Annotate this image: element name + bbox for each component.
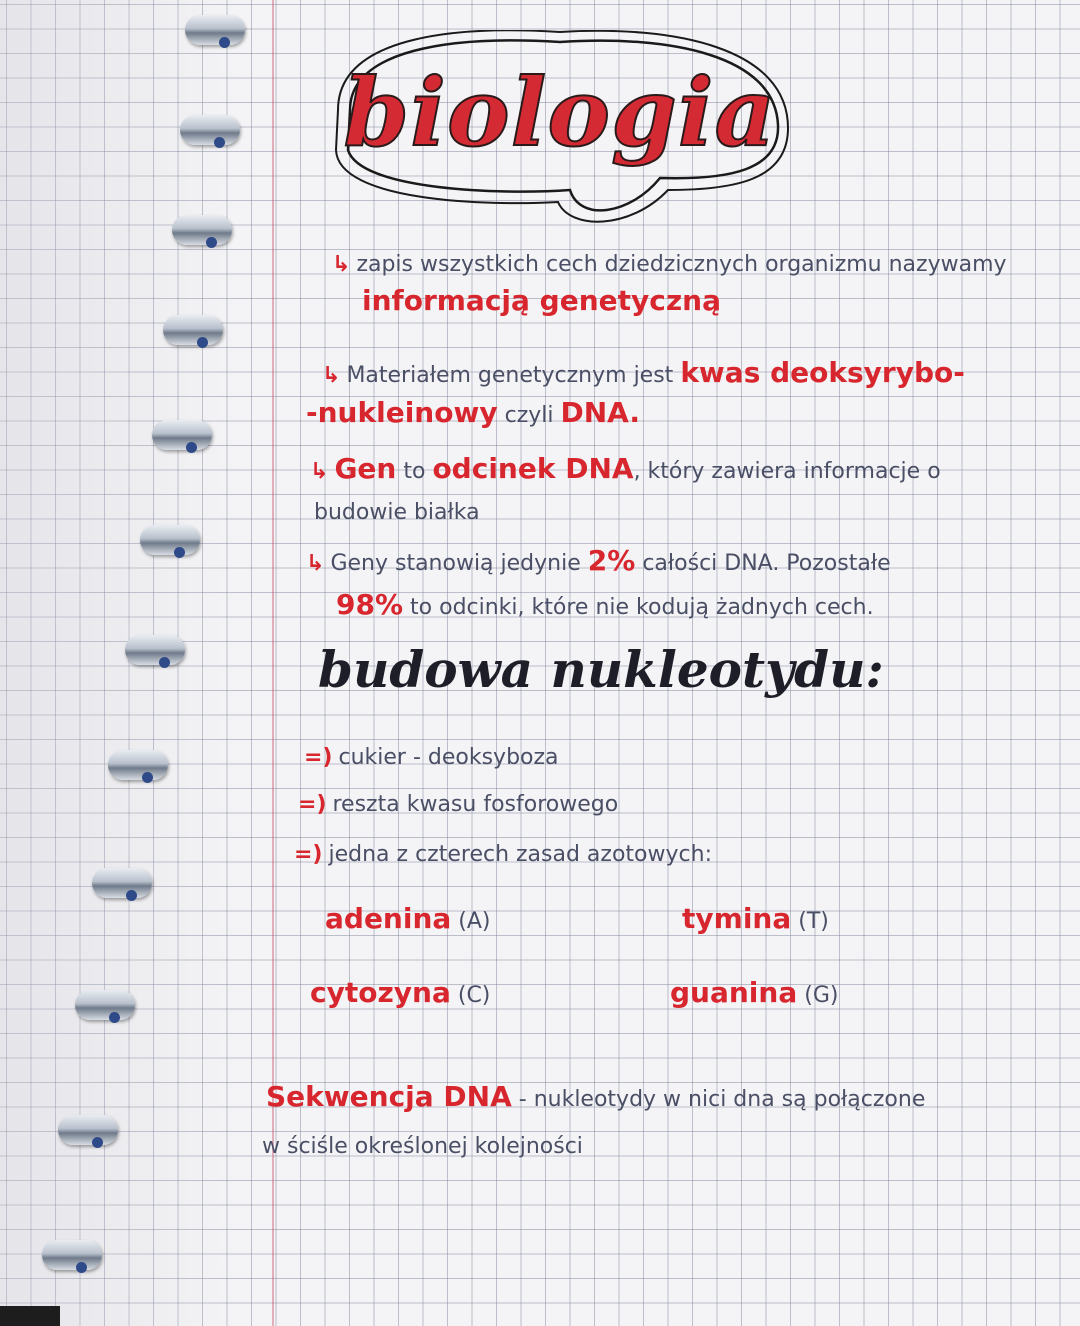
paragraph-4-highlight-a: 2% bbox=[587, 544, 636, 577]
base-name: tymina bbox=[682, 902, 792, 935]
arrow-icon: ↳ bbox=[332, 252, 351, 277]
sequence-line-2 bbox=[262, 1134, 583, 1159]
binder-ring-icon bbox=[185, 15, 247, 49]
component-text: cukier - deoksyboza bbox=[338, 745, 559, 770]
sequence-highlight: Sekwencja DNA bbox=[266, 1080, 512, 1113]
paragraph-3-text-a: to bbox=[403, 459, 426, 484]
paragraph-4-text-a: Geny stanowią jedynie bbox=[330, 551, 581, 576]
margin-line bbox=[272, 0, 274, 1326]
paragraph-3-text-c: budowie białka bbox=[314, 500, 480, 525]
paragraph-3-line-1 bbox=[310, 452, 941, 485]
paragraph-1-line-1 bbox=[332, 252, 1007, 277]
paragraph-2-highlight-b: -nukleinowy bbox=[306, 396, 498, 429]
binder-ring-icon bbox=[140, 525, 202, 559]
paragraph-3-highlight-b: odcinek DNA bbox=[432, 452, 634, 485]
paragraph-4-line-1 bbox=[306, 544, 891, 577]
paragraph-2-highlight-c: DNA. bbox=[560, 396, 640, 429]
paragraph-2-line-2 bbox=[306, 396, 640, 429]
base-tymina bbox=[682, 902, 829, 935]
arrow-icon: ↳ bbox=[310, 459, 329, 484]
paragraph-2-highlight-a: kwas deoksyrybo- bbox=[680, 356, 965, 389]
title-block bbox=[330, 30, 790, 225]
binder-ring-icon bbox=[180, 115, 242, 149]
base-symbol: (T) bbox=[798, 909, 829, 934]
paragraph-3-text-b: , który zawiera informacje o bbox=[633, 459, 941, 484]
binder-ring-icon bbox=[125, 635, 187, 669]
bullet-icon: =) bbox=[304, 745, 333, 770]
base-cytozyna bbox=[310, 976, 490, 1009]
component-item bbox=[294, 842, 712, 867]
bullet-icon: =) bbox=[294, 842, 323, 867]
page-corner-shadow bbox=[0, 1306, 60, 1326]
paragraph-3-line-2 bbox=[314, 500, 480, 525]
component-item bbox=[304, 745, 559, 770]
base-symbol: (A) bbox=[458, 909, 491, 934]
component-text: reszta kwasu fosforowego bbox=[332, 792, 619, 817]
paragraph-1-text: zapis wszystkich cech dziedzicznych organizmu nazywamy bbox=[356, 252, 1007, 277]
paragraph-2-text-a: Materiałem genetycznym jest bbox=[346, 363, 674, 388]
paragraph-1-line-2 bbox=[362, 284, 721, 317]
paragraph-2-text-b: czyli bbox=[504, 403, 554, 428]
base-guanina bbox=[670, 976, 838, 1009]
base-symbol: (C) bbox=[457, 983, 491, 1008]
binder-ring-icon bbox=[108, 750, 170, 784]
paragraph-1-highlight: informacją genetyczną bbox=[362, 284, 721, 317]
binder-ring-icon bbox=[42, 1240, 104, 1274]
page-title: biologia bbox=[343, 58, 777, 168]
paragraph-4-line-2 bbox=[336, 588, 874, 621]
sequence-text-b: w ściśle określonej kolejności bbox=[262, 1134, 583, 1159]
section-heading: budowa nukleotydu: bbox=[318, 640, 884, 699]
component-item bbox=[298, 792, 618, 817]
binder-ring-icon bbox=[163, 315, 225, 349]
paragraph-4-highlight-b: 98% bbox=[336, 588, 404, 621]
sequence-text-a: - nukleotydy w nici dna są połączone bbox=[518, 1087, 926, 1112]
page-shadow bbox=[0, 0, 240, 1326]
bullet-icon: =) bbox=[298, 792, 327, 817]
binder-ring-icon bbox=[152, 420, 214, 454]
base-name: cytozyna bbox=[310, 976, 451, 1009]
binder-ring-icon bbox=[92, 868, 154, 902]
base-symbol: (G) bbox=[804, 983, 839, 1008]
paragraph-2-line-1 bbox=[322, 356, 965, 389]
paragraph-3-highlight-a: Gen bbox=[334, 452, 397, 485]
binder-ring-icon bbox=[58, 1115, 120, 1149]
component-text: jedna z czterech zasad azotowych: bbox=[328, 842, 712, 867]
base-name: adenina bbox=[325, 902, 452, 935]
arrow-icon: ↳ bbox=[322, 363, 341, 388]
sequence-line-1 bbox=[266, 1080, 925, 1113]
arrow-icon: ↳ bbox=[306, 551, 325, 576]
base-name: guanina bbox=[670, 976, 798, 1009]
base-adenina bbox=[325, 902, 491, 935]
paragraph-4-text-c: to odcinki, które nie kodują żadnych cech. bbox=[410, 595, 874, 620]
binder-ring-icon bbox=[172, 215, 234, 249]
binder-ring-icon bbox=[75, 990, 137, 1024]
paragraph-4-text-b: całości DNA. Pozostałe bbox=[642, 551, 891, 576]
